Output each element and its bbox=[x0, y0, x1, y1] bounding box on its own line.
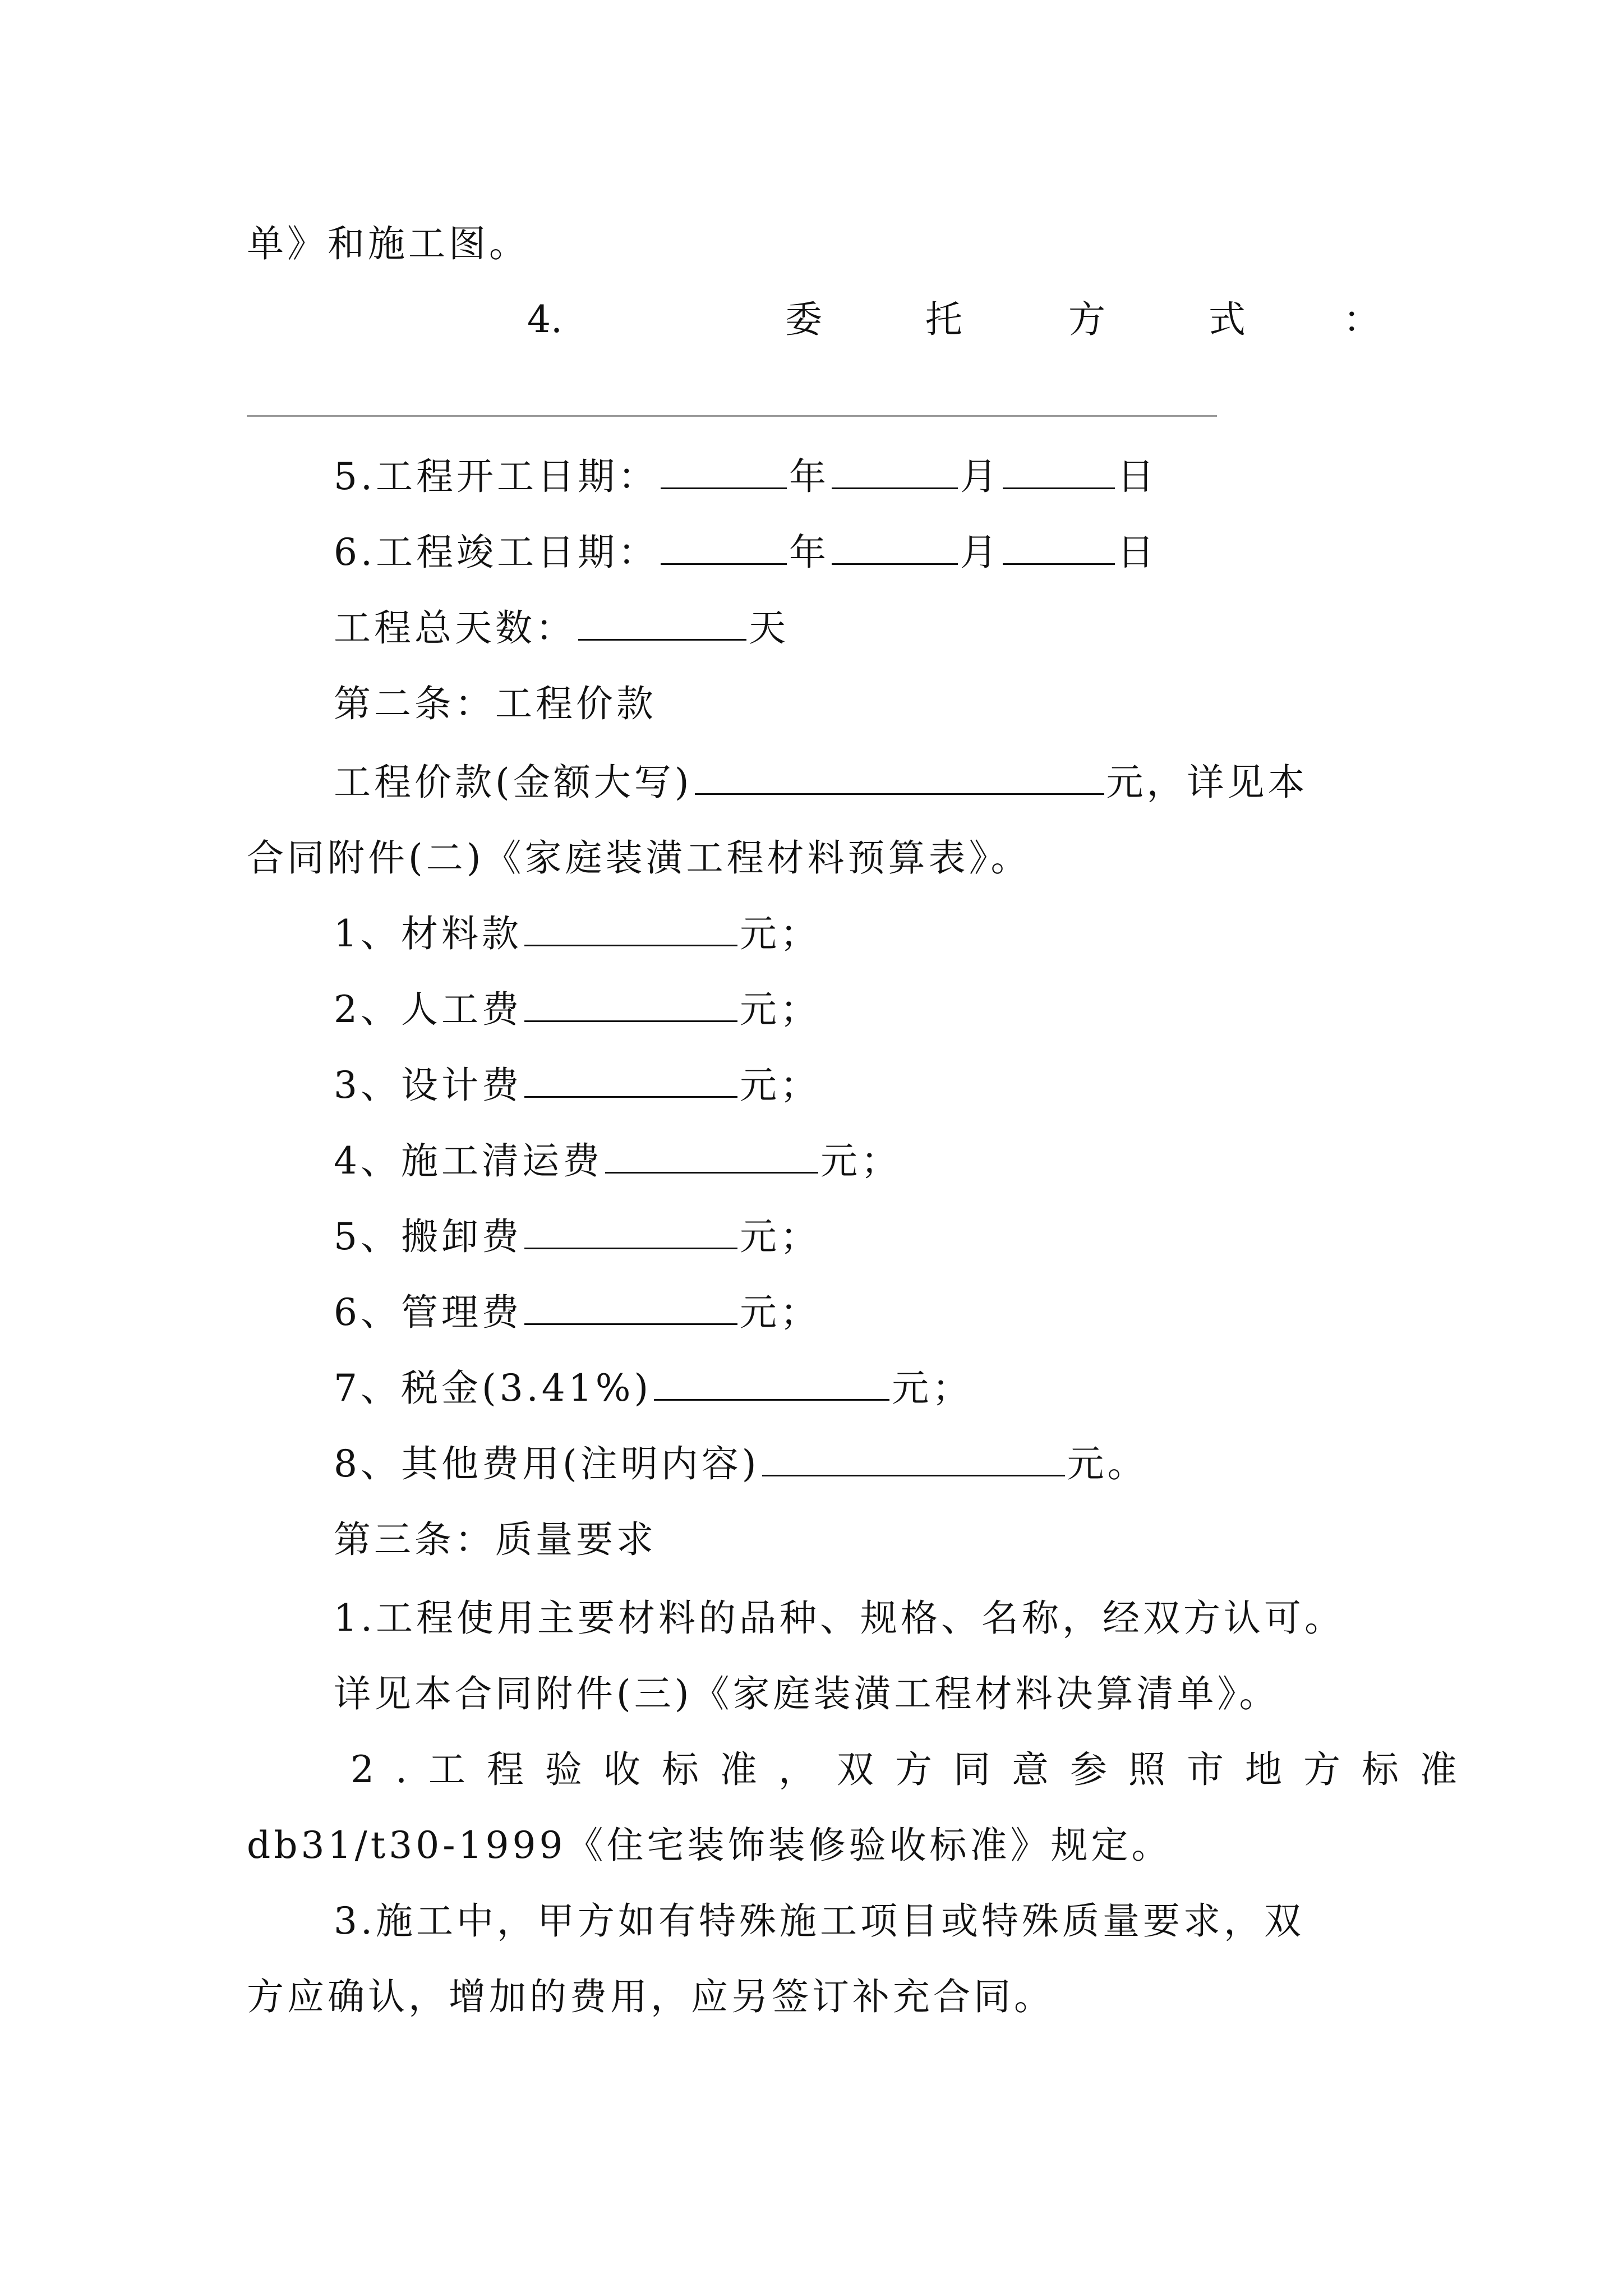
fill-blank[interactable] bbox=[524, 987, 737, 1022]
cost-item: 2、人工费 元； bbox=[334, 988, 820, 1031]
text-line: 合同附件(二)《家庭装潢工程材料预算表》。 bbox=[247, 836, 1031, 880]
spread-char: 托 bbox=[925, 298, 962, 341]
fill-blank[interactable] bbox=[605, 1138, 818, 1174]
price-line: 工程价款(金额大写) 元，详见本 bbox=[334, 761, 1308, 804]
section-heading: 第二条：工程价款 bbox=[334, 682, 657, 725]
cost-item: 3、设计费 元； bbox=[334, 1064, 820, 1107]
section-heading: 第三条：质量要求 bbox=[334, 1518, 657, 1561]
fill-blank[interactable] bbox=[832, 454, 958, 489]
clause-number: 4. bbox=[527, 298, 562, 341]
text-line: 3.施工中，甲方如有特殊施工项目或特殊质量要求，双 bbox=[334, 1899, 1304, 1943]
fill-blank[interactable] bbox=[578, 605, 746, 641]
end-date-line: 6.工程竣工日期： 年 月 日 bbox=[334, 531, 1158, 574]
cost-item: 5、搬卸费 元； bbox=[334, 1215, 820, 1258]
cost-item: 8、其他费用(注明内容) 元。 bbox=[334, 1442, 1148, 1485]
fill-blank[interactable] bbox=[654, 1365, 889, 1401]
spread-colon: ： bbox=[1343, 298, 1380, 341]
text-line: 方应确认，增加的费用，应另签订补充合同。 bbox=[247, 1975, 1054, 2018]
cost-item: 1、材料款 元； bbox=[334, 912, 820, 955]
start-date-line: 5.工程开工日期： 年 月 日 bbox=[334, 455, 1158, 498]
fill-blank[interactable] bbox=[524, 1062, 737, 1098]
fill-blank[interactable] bbox=[524, 911, 737, 946]
text-line: 详见本合同附件(三)《家庭装潢工程材料决算清单》。 bbox=[334, 1672, 1280, 1715]
cost-item: 6、管理费 元； bbox=[334, 1291, 820, 1334]
spread-char: 委 bbox=[785, 298, 822, 341]
text-line: 单》和施工图。 bbox=[247, 222, 529, 265]
total-days-line: 工程总天数： 天 bbox=[334, 606, 789, 650]
fill-blank[interactable] bbox=[524, 1214, 737, 1249]
cost-item: 7、税金(3.41%) 元； bbox=[334, 1366, 973, 1410]
text-line: 1.工程使用主要材料的品种、规格、名称，经双方认可。 bbox=[334, 1596, 1345, 1640]
fill-blank[interactable] bbox=[1003, 454, 1115, 489]
fill-blank[interactable] bbox=[661, 530, 787, 565]
fill-blank[interactable] bbox=[762, 1441, 1065, 1476]
fill-blank[interactable] bbox=[832, 530, 958, 565]
text-line: 2.工程验收标准，双方同意参照市地方标准 bbox=[351, 1748, 1478, 1791]
fill-blank[interactable] bbox=[1003, 530, 1115, 565]
text-line: db31/t30-1999《住宅装饰装修验收标准》规定。 bbox=[247, 1824, 1172, 1867]
fill-blank[interactable] bbox=[524, 1290, 737, 1325]
cost-item: 4、施工清运费 元； bbox=[334, 1139, 901, 1182]
fill-in-rule bbox=[247, 415, 1217, 417]
fill-blank[interactable] bbox=[661, 454, 787, 489]
spread-char: 方 bbox=[1068, 298, 1105, 341]
spread-char: 式 bbox=[1209, 298, 1246, 341]
fill-blank[interactable] bbox=[695, 760, 1104, 795]
